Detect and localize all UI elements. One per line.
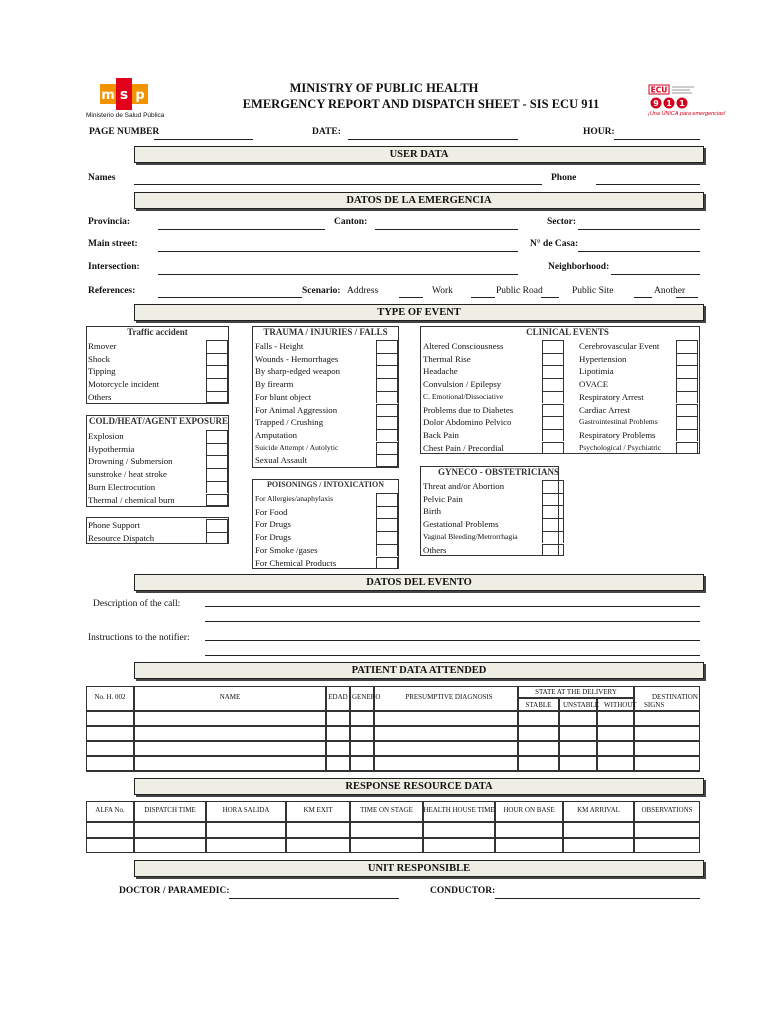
- scenario-public-road: Public Road: [496, 286, 543, 296]
- hour-label: HOUR:: [583, 127, 615, 137]
- resource-cell[interactable]: [634, 838, 700, 854]
- scenario-address-check[interactable]: [399, 297, 423, 298]
- checklist-item: Psychological / Psychiatric: [579, 442, 662, 452]
- checklist-checkbox[interactable]: [376, 454, 398, 467]
- resource-col-label: ALFA No.: [95, 806, 125, 814]
- checklist-item: Lipotimia: [579, 366, 614, 377]
- checklist-checkbox[interactable]: [676, 353, 698, 366]
- house-number-field[interactable]: [578, 251, 700, 252]
- patient-cell[interactable]: [350, 756, 374, 771]
- checklist-item: Cerebrovascular Event: [579, 341, 660, 351]
- checklist-checkbox[interactable]: [376, 442, 398, 455]
- scenario-public-site-check[interactable]: [634, 297, 652, 298]
- neighborhood-field[interactable]: [611, 274, 700, 275]
- patient-cell[interactable]: [634, 726, 700, 741]
- section-emergency: DATOS DE LA EMERGENCIA: [134, 192, 704, 209]
- patient-cell[interactable]: [518, 741, 559, 756]
- checklist-item: Resource Dispatch: [88, 532, 155, 543]
- page-title-line2: EMERGENCY REPORT AND DISPATCH SHEET - SIS ECU 911: [242, 97, 600, 111]
- resource-cell[interactable]: [134, 822, 206, 838]
- checklist-item: For Animal Aggression: [255, 404, 338, 415]
- checklist-checkbox[interactable]: [376, 365, 398, 378]
- svg-text:m: m: [101, 88, 115, 103]
- patient-cell[interactable]: [597, 741, 634, 756]
- date-field[interactable]: [348, 139, 518, 140]
- cold-heat-title: COLD/HEAT/AGENT EXPOSURE: [89, 416, 228, 426]
- checklist-item: For Drugs: [255, 532, 291, 543]
- doctor-label: DOCTOR / PARAMEDIC:: [119, 886, 230, 896]
- checklist-checkbox[interactable]: [542, 416, 564, 429]
- checklist-checkbox[interactable]: [376, 391, 398, 404]
- msp-logo-caption: Ministerio de Salud Pública: [86, 112, 165, 119]
- resource-cell[interactable]: [286, 822, 350, 838]
- patient-cell[interactable]: [559, 741, 597, 756]
- checklist-checkbox[interactable]: [376, 506, 398, 519]
- checklist-item: Thermal / chemical burn: [88, 494, 175, 505]
- checklist-checkbox[interactable]: [676, 442, 698, 455]
- driver-label: CONDUCTOR:: [430, 886, 496, 896]
- checklist-checkbox[interactable]: [376, 378, 398, 391]
- resource-col-label: KM EXIT: [303, 806, 333, 814]
- resource-col-label: HEALTH HOUSE TIME: [423, 806, 495, 814]
- traffic-accident-title: Traffic accident: [127, 327, 188, 337]
- checklist-checkbox[interactable]: [206, 391, 228, 404]
- checklist-checkbox[interactable]: [376, 531, 398, 544]
- patient-cell[interactable]: [374, 711, 518, 726]
- checklist-item: Sexual Assault: [255, 455, 308, 466]
- checklist-checkbox[interactable]: [542, 544, 564, 557]
- scenario-label: Scenario:: [302, 286, 341, 296]
- scenario-another: Another: [654, 286, 686, 296]
- checklist-checkbox[interactable]: [542, 429, 564, 442]
- checklist-checkbox[interactable]: [676, 340, 698, 353]
- checklist-item: Vaginal Bleeding/Metrorrhagia: [423, 531, 518, 541]
- trauma-title: TRAUMA / INJURIES / FALLS: [263, 327, 388, 337]
- patient-cell[interactable]: [634, 756, 700, 771]
- checklist-item: Altered Consciousness: [423, 341, 504, 351]
- sector-field[interactable]: [578, 229, 700, 230]
- provincia-field[interactable]: [158, 229, 325, 230]
- date-label: DATE:: [312, 127, 341, 137]
- section-unit-responsible: UNIT RESPONSIBLE: [134, 860, 704, 877]
- neighborhood-label: Neighborhood:: [548, 262, 610, 272]
- patient-cell[interactable]: [350, 711, 374, 726]
- description-field-2[interactable]: [205, 621, 700, 622]
- resource-cell[interactable]: [350, 838, 423, 854]
- patient-cell[interactable]: [559, 726, 597, 741]
- checklist-item: Amputation: [255, 429, 298, 440]
- patient-col-signs: SIGNS: [644, 701, 665, 709]
- checklist-item: Back Pain: [423, 429, 459, 440]
- checklist-checkbox[interactable]: [206, 430, 228, 443]
- resource-col-label: HORA SALIDA: [222, 806, 270, 814]
- page-number-field[interactable]: [154, 139, 253, 140]
- checklist-item: Respiratory Problems: [579, 429, 656, 440]
- checklist-checkbox[interactable]: [542, 505, 564, 518]
- checklist-checkbox[interactable]: [206, 340, 228, 353]
- resource-col-label: OBSERVATIONS: [641, 806, 693, 814]
- patient-cell[interactable]: [86, 726, 134, 741]
- checklist-checkbox[interactable]: [676, 429, 698, 442]
- checklist-item: Phone Support: [88, 520, 141, 530]
- section-resource-data: RESPONSE RESOURCE DATA: [134, 778, 704, 795]
- checklist-checkbox[interactable]: [376, 557, 398, 570]
- section-type-event: TYPE OF EVENT: [134, 304, 704, 321]
- main-street-label: Main street:: [88, 239, 138, 249]
- resource-cell[interactable]: [563, 822, 634, 838]
- checklist-item: Hypertension: [579, 353, 627, 364]
- checklist-item: Drowning / Submersion: [88, 456, 173, 467]
- scenario-public-road-check[interactable]: [541, 297, 559, 298]
- checklist-checkbox[interactable]: [206, 532, 228, 545]
- patient-col-stable: STABLE: [525, 701, 552, 709]
- checklist-item: By firearm: [255, 379, 294, 390]
- checklist-item: Problems due to Diabetes: [423, 404, 514, 415]
- patient-cell[interactable]: [326, 756, 350, 771]
- description-label: Description of the call:: [93, 599, 181, 609]
- patient-cell[interactable]: [350, 726, 374, 741]
- checklist-checkbox[interactable]: [376, 544, 398, 557]
- checklist-item: For blunt object: [255, 391, 312, 402]
- checklist-checkbox[interactable]: [542, 365, 564, 378]
- checklist-checkbox[interactable]: [542, 518, 564, 531]
- checklist-checkbox[interactable]: [676, 416, 698, 429]
- patient-col-without: WITHOUT: [604, 701, 637, 709]
- patient-cell[interactable]: [134, 756, 326, 771]
- patient-cell[interactable]: [326, 711, 350, 726]
- checklist-item: Others: [88, 391, 112, 402]
- main-street-field[interactable]: [158, 251, 518, 252]
- checklist-item: Headache: [423, 366, 458, 377]
- section-patient-data: PATIENT DATA ATTENDED: [134, 662, 704, 679]
- instructions-field-1[interactable]: [205, 640, 700, 641]
- svg-text:1: 1: [679, 99, 685, 108]
- checklist-checkbox[interactable]: [542, 531, 564, 544]
- resource-col-label: DISPATCH TIME: [144, 806, 196, 814]
- patient-cell[interactable]: [597, 711, 634, 726]
- checklist-checkbox[interactable]: [542, 340, 564, 353]
- checklist-item: Wounds - Hemorrhages: [255, 353, 339, 364]
- checklist-checkbox[interactable]: [376, 518, 398, 531]
- checklist-checkbox[interactable]: [376, 353, 398, 366]
- resource-cell[interactable]: [634, 822, 700, 838]
- patient-col-destination: DESTINATION: [652, 693, 698, 701]
- checklist-checkbox[interactable]: [206, 468, 228, 481]
- patient-cell[interactable]: [374, 726, 518, 741]
- patient-cell[interactable]: [326, 726, 350, 741]
- checklist-checkbox[interactable]: [206, 378, 228, 391]
- checklist-checkbox[interactable]: [676, 391, 698, 404]
- patient-cell[interactable]: [559, 711, 597, 726]
- resource-cell[interactable]: [495, 822, 563, 838]
- resource-cell[interactable]: [134, 838, 206, 854]
- poisonings-title: POISONINGS / INTOXICATION: [266, 480, 385, 489]
- checklist-item: Dolor Abdomino Pelvico: [423, 417, 512, 428]
- scenario-work-check[interactable]: [471, 297, 495, 298]
- phone-field[interactable]: [596, 184, 700, 185]
- checklist-item: Falls - Height: [255, 341, 304, 351]
- checklist-item: Rmover: [88, 341, 117, 351]
- checklist-checkbox[interactable]: [542, 353, 564, 366]
- resource-cell[interactable]: [86, 838, 134, 854]
- resource-cell[interactable]: [350, 822, 423, 838]
- checklist-item: Gastrointestinal Problems: [579, 417, 658, 427]
- checklist-item: Respiratory Arrest: [579, 391, 644, 402]
- svg-text:9: 9: [653, 99, 659, 108]
- patient-col-unstable: UNSTABLE: [563, 701, 599, 709]
- checklist-item: Threat and/or Abortion: [423, 481, 505, 491]
- patient-cell[interactable]: [86, 741, 134, 756]
- checklist-item: C. Emotional/Dissociative: [423, 391, 504, 401]
- section-user-data: USER DATA: [134, 146, 704, 163]
- gyneco-title: GYNECO - OBSTETRICIANS: [437, 467, 560, 477]
- resource-col-label: KM ARRIVAL: [577, 806, 620, 814]
- patient-cell[interactable]: [326, 741, 350, 756]
- checklist-checkbox[interactable]: [542, 442, 564, 455]
- checklist-item: Birth: [423, 506, 442, 517]
- checklist-item: OVACE: [579, 379, 609, 390]
- hour-field[interactable]: [614, 139, 700, 140]
- resource-cell[interactable]: [423, 822, 495, 838]
- checklist-item: Convulsion / Epilepsy: [423, 379, 502, 390]
- svg-text:s: s: [119, 87, 129, 103]
- ecu911-logo-caption: ¡Una ÚNICA para emergencias!: [648, 111, 726, 117]
- intersection-field[interactable]: [158, 274, 518, 275]
- references-field[interactable]: [158, 297, 302, 298]
- checklist-checkbox[interactable]: [676, 378, 698, 391]
- patient-cell[interactable]: [559, 756, 597, 771]
- checklist-checkbox[interactable]: [676, 365, 698, 378]
- checklist-checkbox[interactable]: [376, 404, 398, 417]
- resource-cell[interactable]: [495, 838, 563, 854]
- checklist-item: For Food: [255, 506, 288, 517]
- checklist-checkbox[interactable]: [376, 416, 398, 429]
- patient-cell[interactable]: [518, 756, 559, 771]
- checklist-item: Shock: [88, 353, 110, 364]
- section-event-data: DATOS DEL EVENTO: [134, 574, 704, 591]
- checklist-item: Cardiac Arrest: [579, 404, 631, 415]
- patient-cell[interactable]: [597, 756, 634, 771]
- checklist-item: For Drugs: [255, 519, 291, 530]
- phone-label: Phone: [551, 173, 577, 183]
- names-field[interactable]: [134, 184, 542, 185]
- checklist-item: By sharp-edged weapon: [255, 366, 341, 377]
- driver-field[interactable]: [495, 898, 700, 899]
- patient-cell[interactable]: [134, 741, 326, 756]
- checklist-checkbox[interactable]: [206, 481, 228, 494]
- resource-cell[interactable]: [563, 838, 634, 854]
- checklist-item: Motorcycle incident: [88, 379, 160, 390]
- checklist-item: Burn Electrocution: [88, 481, 156, 492]
- patient-col-state: STATE AT THE DELIVERY: [535, 688, 617, 696]
- checklist-item: Chest Pain / Precordial: [423, 442, 504, 453]
- resource-col-label: TIME ON STAGE: [360, 806, 413, 814]
- scenario-public-site: Public Site: [572, 286, 614, 296]
- checklist-checkbox[interactable]: [542, 391, 564, 404]
- checklist-checkbox[interactable]: [542, 480, 564, 493]
- svg-text:1: 1: [666, 99, 672, 108]
- patient-col-name: NAME: [219, 693, 241, 701]
- resource-cell[interactable]: [86, 822, 134, 838]
- checklist-checkbox[interactable]: [542, 404, 564, 417]
- checklist-item: Pelvic Pain: [423, 493, 463, 504]
- checklist-item: For Chemical Products: [255, 557, 337, 568]
- svg-text:ECU: ECU: [650, 85, 668, 95]
- intersection-label: Intersection:: [88, 262, 140, 272]
- patient-cell[interactable]: [374, 756, 518, 771]
- checklist-item: Thermal Rise: [423, 353, 471, 364]
- resource-cell[interactable]: [206, 838, 286, 854]
- checklist-item: Others: [423, 544, 447, 555]
- checklist-item: Tipping: [88, 366, 116, 377]
- checklist-item: sunstroke / heat stroke: [88, 469, 167, 480]
- resource-cell[interactable]: [206, 822, 286, 838]
- patient-cell[interactable]: [134, 726, 326, 741]
- instructions-label: Instructions to the notifier:: [88, 633, 190, 643]
- patient-cell[interactable]: [518, 726, 559, 741]
- scenario-another-check[interactable]: [676, 297, 698, 298]
- patient-cell[interactable]: [374, 741, 518, 756]
- checklist-checkbox[interactable]: [676, 404, 698, 417]
- patient-cell[interactable]: [350, 741, 374, 756]
- patient-col-gender: GENERO: [352, 693, 381, 701]
- instructions-field-2[interactable]: [205, 655, 700, 656]
- patient-col-diagnosis: PRESUMPTIVE DIAGNOSIS: [405, 693, 493, 701]
- checklist-checkbox[interactable]: [376, 429, 398, 442]
- checklist-checkbox[interactable]: [376, 493, 398, 506]
- patient-cell[interactable]: [86, 711, 134, 726]
- page-number-label: PAGE NUMBER: [89, 127, 160, 137]
- checklist-checkbox[interactable]: [206, 365, 228, 378]
- canton-field[interactable]: [375, 229, 518, 230]
- page-title-line1: MINISTRY OF PUBLIC HEALTH: [289, 81, 479, 95]
- description-field-1[interactable]: [205, 606, 700, 607]
- checklist-checkbox[interactable]: [206, 519, 228, 532]
- checklist-checkbox[interactable]: [542, 378, 564, 391]
- patient-cell[interactable]: [634, 741, 700, 756]
- checklist-item: Suicide Attempt / Autolytic: [255, 442, 339, 452]
- checklist-item: For Smoke /gases: [255, 544, 318, 555]
- canton-label: Canton:: [334, 217, 368, 227]
- svg-text:p: p: [135, 88, 145, 103]
- resource-col-label: HOUR ON BASE: [503, 806, 555, 814]
- house-number-label: N° de Casa:: [530, 239, 579, 249]
- checklist-item: Explosion: [88, 431, 124, 441]
- checklist-checkbox[interactable]: [206, 455, 228, 468]
- checklist-checkbox[interactable]: [206, 443, 228, 456]
- clinical-events-title: CLINICAL EVENTS: [526, 327, 609, 337]
- scenario-address: Address: [347, 286, 379, 296]
- names-label: Names: [88, 173, 116, 183]
- resource-cell[interactable]: [286, 838, 350, 854]
- provincia-label: Provincia:: [88, 217, 131, 227]
- patient-cell[interactable]: [518, 711, 559, 726]
- patient-cell[interactable]: [634, 711, 700, 726]
- checklist-checkbox[interactable]: [542, 493, 564, 506]
- patient-cell[interactable]: [86, 756, 134, 771]
- resource-cell[interactable]: [423, 838, 495, 854]
- checklist-item: For Allergies/anaphylaxis: [255, 494, 334, 503]
- patient-col-number: No. H. 002: [94, 693, 126, 701]
- doctor-field[interactable]: [229, 898, 399, 899]
- patient-cell[interactable]: [597, 726, 634, 741]
- checklist-checkbox[interactable]: [206, 494, 228, 507]
- sector-label: Sector:: [547, 217, 577, 227]
- references-label: References:: [88, 286, 136, 296]
- checklist-item: Gestational Problems: [423, 519, 499, 530]
- checklist-checkbox[interactable]: [376, 340, 398, 353]
- patient-cell[interactable]: [134, 711, 326, 726]
- patient-col-age: EDAD: [328, 693, 348, 701]
- checklist-item: Hypothermia: [88, 443, 135, 454]
- checklist-item: Trapped / Crushing: [255, 417, 324, 428]
- scenario-work: Work: [432, 286, 453, 296]
- checklist-checkbox[interactable]: [206, 353, 228, 366]
